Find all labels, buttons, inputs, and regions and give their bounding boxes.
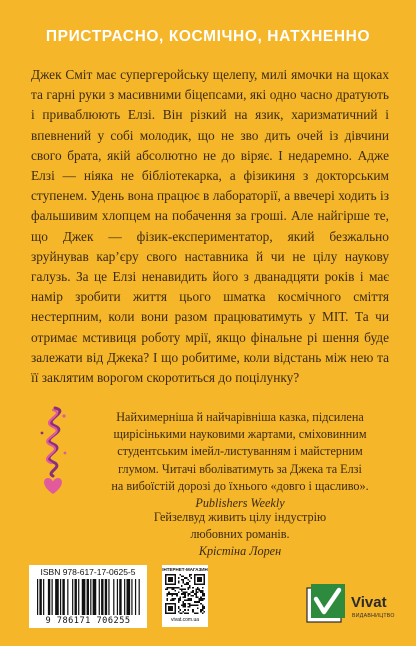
synopsis-line: в лабораторії, а ввечері ходить із фальшивим хлопцем [31,188,389,224]
publisher-subtitle: ВИДАВНИЦТВО [352,613,395,619]
heart-icon [44,478,62,494]
qr-url: vivat.com.ua [170,617,200,623]
synopsis-line: відстань між нею та її заклятим ворогом скоротиться [31,349,389,386]
qr-label: ІНТЕРНЕТ-МАГАЗИН [162,567,208,572]
synopsis-line: дить очей із дівчини свого брата, якій абсолютно не до [31,127,389,163]
barcode-icon [37,579,141,615]
tagline: ПРИСТРАСНО, КОСМІЧНО, НАТХНЕННО [45,28,371,45]
vivat-logo-icon [305,582,349,626]
review-attribution: Крістіна Лорен [198,544,282,559]
synopsis-line: Та чи отримає мстивиця роботу мрії, якщо фінальне рі [31,309,389,345]
synopsis-line: фізик-експериментатор, який безжально зруйнував [31,228,389,264]
qr-code-block [162,565,208,627]
synopsis-line: Джек Сміт має супергеройську щелепу, милі ямочки [31,67,337,82]
synopsis-line: на щоках та гарні руки з масивними біцепсами, які одно [31,67,390,103]
synopsis-line: кар’єру свого наставника й чи не цілу наукову галузь. [31,248,389,285]
barcode-digits: 9 786171 706255 [45,616,131,626]
synopsis-line: За це Елзі ненавидить його з дванадцяти років і має [75,269,390,285]
synopsis-line: на побачення за гроші. Але найгірше те, що Джек — [31,208,390,244]
review-line: щирісінькими науковими жартами, сміховинним [113,427,367,442]
isbn-label: ISBN 978-617-17-0625-5 [40,567,136,577]
synopsis-text [31,65,389,388]
synopsis-line: харизматичний і впевнений у собі молодик, що не зво [31,107,389,143]
publisher-name: Vivat [351,594,387,611]
synopsis-line: а фізикиня з докторським ступенем. Удень вона працює [31,168,389,204]
synopsis-line: намір зробити життя цього шматка космічного сміття [31,289,389,305]
synopsis-line: часно дратують і приваблюють Елзі. Він різкий на язик, [31,87,389,123]
synopsis-line: нестерпним, коли вони разом працюватимуть у МІТ. [31,309,355,325]
review-attribution: Publishers Weekly [195,496,285,511]
review-line: глумом. Читачі вболіватимуть за Джека та Елзі [118,461,362,476]
swirl-ornament-icon [33,406,73,498]
synopsis-line: віряє. І недаремно. Адже Елзі — ніяка не бібліотекарка, [31,147,390,184]
review-line: на вибоїстій дорозі до їхнього «довго і щасливо». [111,478,369,493]
review-line: Найхимерніша й найчарівніша казка, підсилена [116,410,364,424]
review-line: Гейзелвуд живить цілу індустрію [153,510,327,524]
review-line: любовних романів. [190,527,290,542]
synopsis-line: до поцілунку? [218,370,300,386]
review-christina-lauren [98,509,382,561]
synopsis-line: шення буде залежати від Джека? І що робитиме, коли [31,329,389,365]
isbn-barcode [29,565,147,628]
synopsis [31,65,389,388]
review-publishers-weekly [98,409,382,512]
review-line: студентським імейл-листуванням і майстерним [117,444,363,459]
qr-code-icon [165,574,205,614]
